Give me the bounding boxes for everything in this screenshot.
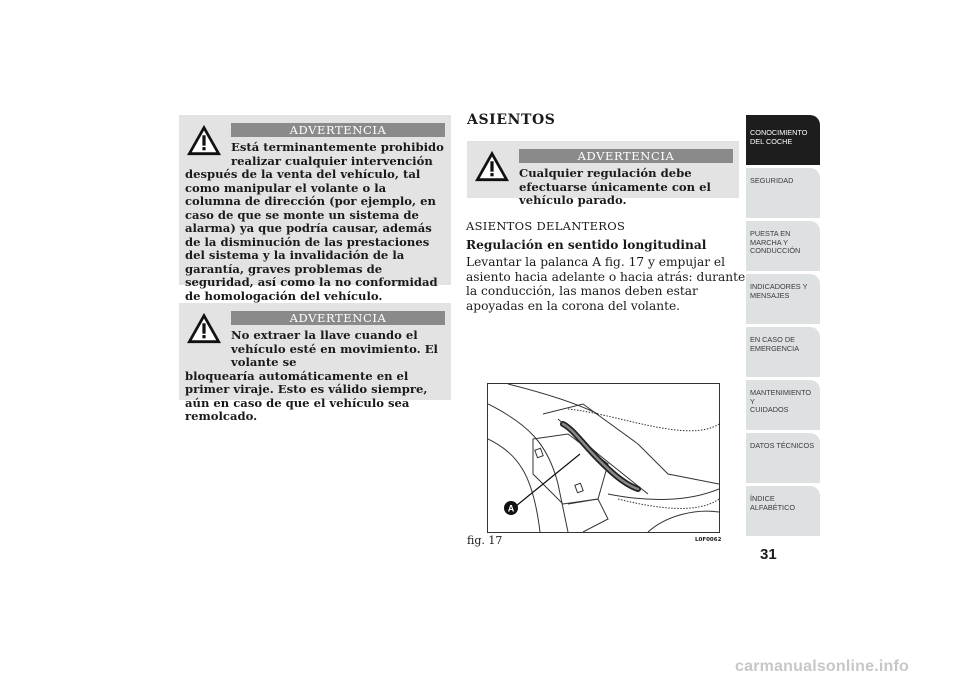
body-paragraph: Levantar la palanca A fig. 17 y empujar el asiento hacia adelante o hacia atrás: durante la conducción, las manos deben estar apoyadas en la corona del volante. xyxy=(466,255,746,313)
warning-text: bloquearía automáticamente en el primer viraje. Esto es válido siempre, aún en caso de que el vehículo sea remolcado. xyxy=(185,368,428,423)
warning-banner: ADVERTENCIA xyxy=(231,123,445,137)
chapter-tabs xyxy=(746,115,820,539)
warning-box-seat xyxy=(467,141,739,207)
tab-conocimiento-del-coche[interactable]: CONOCIMIENTO DEL COCHE xyxy=(746,115,820,165)
tab-datos-tecnicos[interactable]: DATOS TÉCNICOS xyxy=(746,433,820,483)
seat-lever-figure xyxy=(487,383,720,533)
subsection-block xyxy=(466,219,746,313)
subheading: Regulación en sentido longitudinal xyxy=(466,237,707,252)
tab-seguridad[interactable]: SEGURIDAD xyxy=(746,168,820,218)
warning-banner: ADVERTENCIA xyxy=(231,311,445,325)
section-title: ASIENTOS xyxy=(467,112,556,128)
warning-box-key xyxy=(179,303,451,423)
tab-mantenimiento[interactable]: MANTENIMIENTO Y CUIDADOS xyxy=(746,380,820,430)
tab-indicadores[interactable]: INDICADORES Y MENSAJES xyxy=(746,274,820,324)
subsection-heading: ASIENTOS DELANTEROS xyxy=(466,219,626,233)
tab-emergencia[interactable]: EN CASO DE EMERGENCIA xyxy=(746,327,820,377)
tab-indice[interactable]: ÍNDICE ALFABÉTICO xyxy=(746,486,820,536)
warning-triangle-icon xyxy=(473,149,511,183)
page-number: 31 xyxy=(760,546,777,563)
figure-caption: fig. 17 xyxy=(467,534,503,547)
footer-watermark: carmanualsonline.info xyxy=(735,658,910,675)
warning-triangle-icon xyxy=(185,123,223,157)
seat-lever-illustration xyxy=(488,384,719,532)
warning-text: después de la venta del vehículo, tal como manipular el volante o la columna de dirección (por ejemplo, en caso de que se monte un sistema de alarma) ya que podría causar, además de la disminución de las prestaciones del sistema y la invalidación de la garantía, graves problemas de seguridad, así como la no conformidad de homologación del vehículo. xyxy=(185,167,438,303)
warning-box-steering xyxy=(179,115,451,303)
warning-text-lead: Está terminantemente prohibido realizar cualquier intervención xyxy=(231,140,444,168)
warning-banner: ADVERTENCIA xyxy=(519,149,733,163)
tab-puesta-en-marcha[interactable]: PUESTA EN MARCHA Y CONDUCCIÓN xyxy=(746,221,820,271)
warning-text-lead: Cualquier regulación debe efectuarse únicamente con el vehículo parado. xyxy=(519,166,711,207)
figure-callout-a: A xyxy=(507,503,515,514)
warning-triangle-icon xyxy=(185,311,223,345)
warning-text-lead: No extraer la llave cuando el vehículo esté en movimiento. El volante se xyxy=(231,328,438,369)
figure-code: L0F0062 xyxy=(695,537,722,543)
